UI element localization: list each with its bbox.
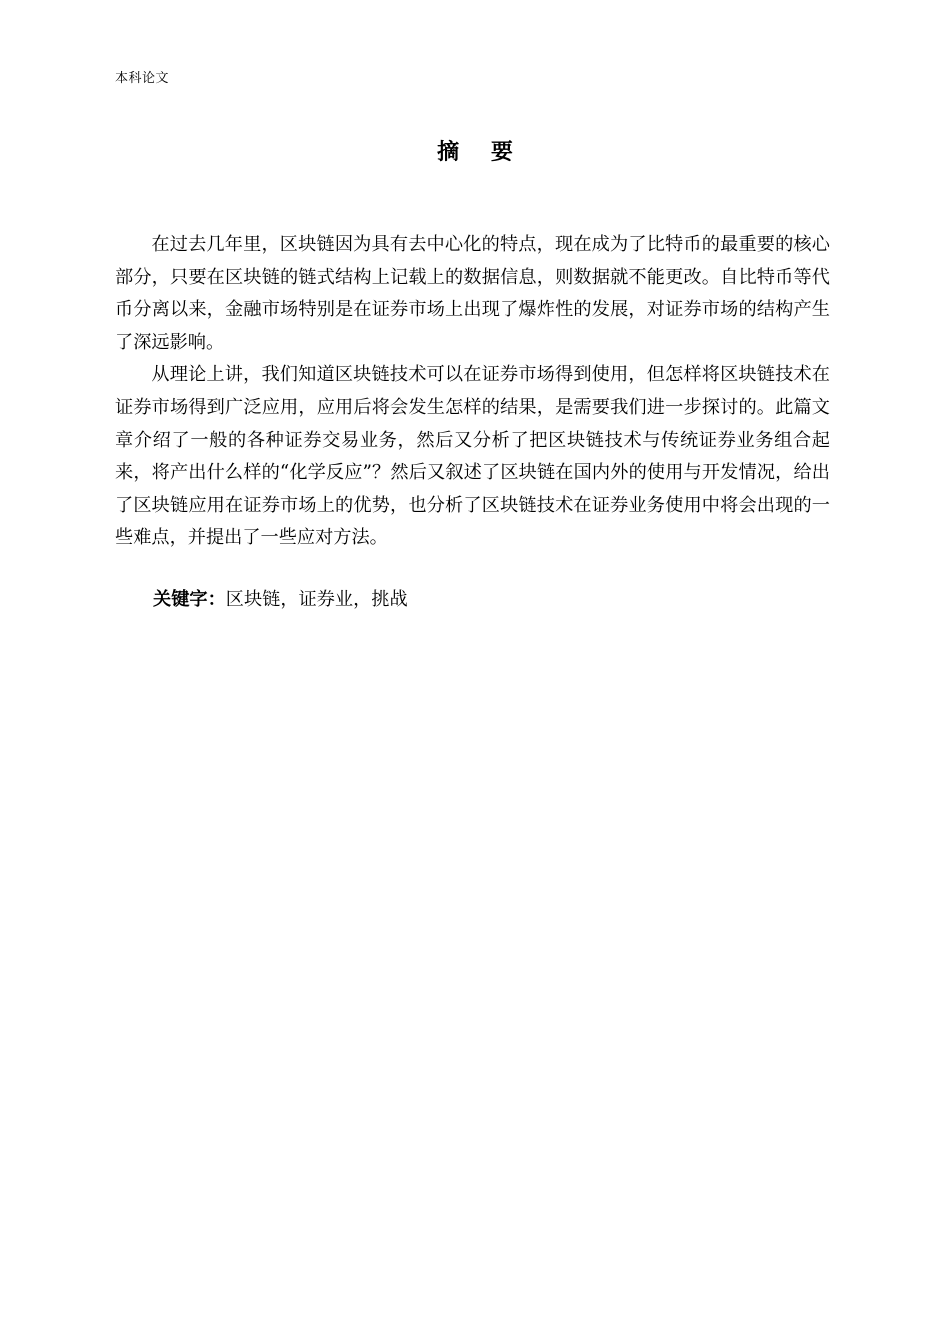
- running-header: 本科论文: [115, 71, 170, 86]
- abstract-paragraph-2: 从理论上讲，我们知道区块链技术可以在证券市场得到使用，但怎样将区块链技术在证券市场得到广泛应用，应用后将会发生怎样的结果，是需要我们进一步探讨的。此篇文章介绍了一般的各种证券交易业务，然后又分析了把区块链技术与传统证券业务组合起来，将产出什么样的“化学反应”？然后又叙述了区块链在国内外的使用与开发情况，给出了区块链应用在证券市场上的优势，也分析了区块链技术在证券业务使用中将会出现的一些难点，并提出了一些应对方法。: [115, 364, 830, 549]
- keywords-value: 区块链，证券业，挑战: [225, 589, 408, 610]
- abstract-title: 摘 要: [437, 140, 525, 165]
- keywords-line: [153, 585, 408, 615]
- keywords-label: 关键字：: [153, 589, 226, 610]
- abstract-paragraph-1: 在过去几年里，区块链因为具有去中心化的特点，现在成为了比特币的最重要的核心部分，只要在区块链的链式结构上记载上的数据信息，则数据就不能更改。自比特币等代币分离以来，金融市场特别是在证券市场上出现了爆炸性的发展，对证券市场的结构产生了深远影响。: [115, 234, 830, 353]
- abstract-body: [115, 229, 830, 555]
